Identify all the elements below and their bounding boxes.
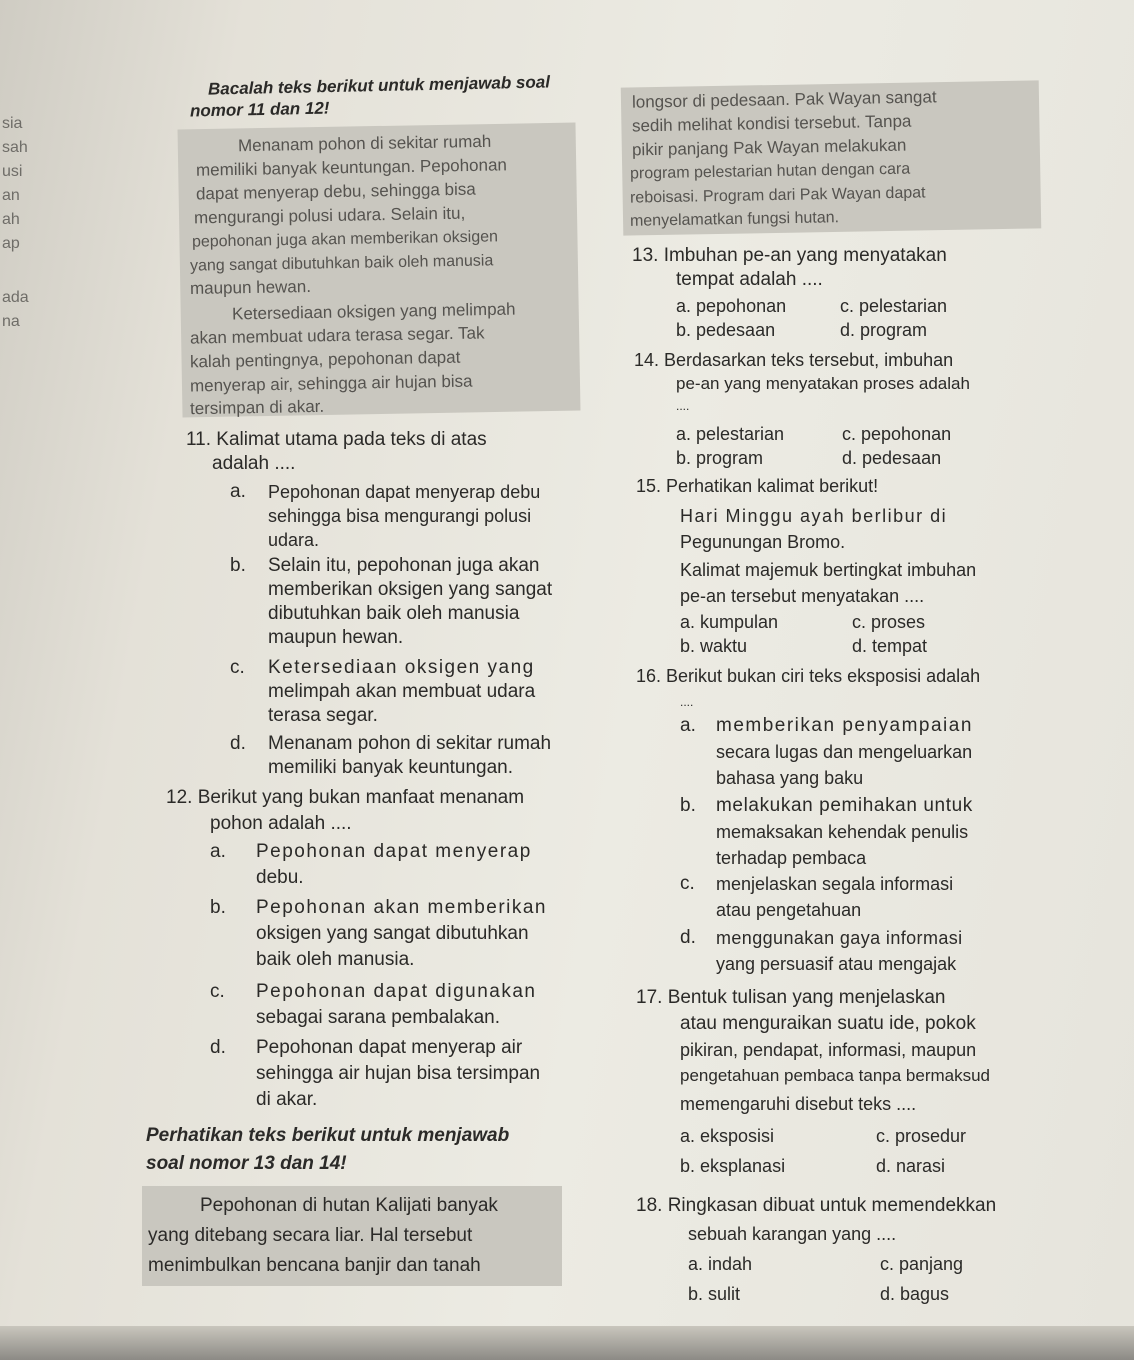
instruction-line: nomor 11 dan 12! — [189, 98, 330, 121]
option-text[interactable]: melimpah akan membuat udara — [268, 681, 536, 702]
option-text[interactable]: yang persuasif atau mengajak — [716, 954, 957, 974]
option-letter[interactable]: c. — [210, 981, 225, 1002]
question-15-stem: Kalimat majemuk bertingkat imbuhan — [680, 560, 977, 580]
option-text[interactable]: di akar. — [256, 1089, 318, 1110]
option-text[interactable]: memaksakan kehendak penulis — [716, 822, 969, 842]
question-17-stem: 17. Bentuk tulisan yang menjelaskan — [636, 987, 946, 1008]
option-letter[interactable]: c. — [680, 873, 695, 894]
question-17-stem: pikiran, pendapat, informasi, maupun — [680, 1040, 977, 1060]
passage-line: reboisasi. Program dari Pak Wayan dapat — [629, 184, 926, 207]
option-letter[interactable]: d. — [210, 1037, 226, 1058]
edge-fragment: na — [2, 313, 20, 330]
option-c[interactable]: c. pelestarian — [840, 296, 948, 316]
option-b[interactable]: b. pedesaan — [676, 320, 776, 340]
option-b[interactable]: b. sulit — [688, 1284, 741, 1304]
passage-line: longsor di pedesaan. Pak Wayan sangat — [631, 87, 937, 112]
option-d[interactable]: d. pedesaan — [842, 448, 942, 468]
option-d[interactable]: d. narasi — [876, 1156, 946, 1176]
option-letter[interactable]: a. — [680, 715, 696, 736]
passage-line: akan membuat udara terasa segar. Tak — [189, 323, 485, 348]
option-text[interactable]: bahasa yang baku — [716, 768, 864, 788]
page-bottom-shadow — [0, 1326, 1134, 1360]
option-letter[interactable]: a. — [230, 481, 246, 502]
question-17-stem: atau menguraikan suatu ide, pokok — [680, 1013, 976, 1034]
passage-line: Ketersediaan oksigen yang melimpah — [231, 299, 516, 324]
edge-fragment: sah — [2, 139, 28, 156]
question-15-stem: 15. Perhatikan kalimat berikut! — [636, 476, 879, 496]
option-text[interactable]: memberikan penyampaian — [716, 715, 973, 736]
option-text[interactable]: Pepohonan dapat menyerap — [256, 841, 532, 862]
passage-line: tersimpan di akar. — [189, 396, 325, 419]
passage-line: sedih melihat kondisi tersebut. Tanpa — [631, 111, 912, 136]
passage-line: program pelestarian hutan dengan cara — [629, 160, 911, 183]
question-18-stem: 18. Ringkasan dibuat untuk memendekkan — [636, 1195, 997, 1216]
option-text[interactable]: dibutuhkan baik oleh manusia — [268, 603, 520, 624]
question-16-stem: .... — [680, 695, 694, 709]
option-text[interactable]: sehingga air hujan bisa tersimpan — [256, 1063, 541, 1084]
passage-line: kalah pentingnya, pepohonan dapat — [189, 347, 461, 372]
option-letter[interactable]: d. — [680, 927, 696, 948]
option-text[interactable]: sehingga bisa mengurangi polusi — [268, 506, 532, 526]
option-text[interactable]: baik oleh manusia. — [256, 949, 415, 970]
option-text[interactable]: menjelaskan segala informasi — [716, 874, 954, 894]
passage-line: memiliki banyak keuntungan. Pepohonan — [195, 155, 508, 180]
question-15-quote: Pegunungan Bromo. — [680, 532, 846, 552]
question-13-stem: 13. Imbuhan pe-an yang menyatakan — [632, 245, 947, 266]
option-letter[interactable]: b. — [210, 897, 226, 918]
option-text[interactable]: memiliki banyak keuntungan. — [268, 757, 514, 778]
option-text[interactable]: memberikan oksigen yang sangat — [268, 579, 553, 600]
option-c[interactable]: c. panjang — [880, 1254, 964, 1274]
edge-fragment: ada — [2, 289, 29, 306]
option-text[interactable]: debu. — [256, 867, 304, 888]
option-letter[interactable]: c. — [230, 657, 245, 678]
option-c[interactable]: c. proses — [852, 612, 926, 632]
passage-line: menyerap air, sehingga air hujan bisa — [189, 371, 473, 396]
option-a[interactable]: a. pelestarian — [676, 424, 785, 444]
passage-line: Pepohonan di hutan Kalijati banyak — [200, 1195, 498, 1216]
passage-line: menyelamatkan fungsi hutan. — [629, 209, 840, 230]
option-b[interactable]: b. waktu — [680, 636, 748, 656]
edge-fragment: ah — [2, 211, 20, 228]
option-d[interactable]: d. program — [840, 320, 928, 340]
option-a[interactable]: a. indah — [688, 1254, 753, 1274]
question-15-quote: Hari Minggu ayah berlibur di — [680, 506, 948, 526]
option-text[interactable]: sebagai sarana pembalakan. — [256, 1007, 501, 1028]
option-text[interactable]: melakukan pemihakan untuk — [716, 795, 973, 816]
option-b[interactable]: b. program — [676, 448, 764, 468]
passage-line: yang sangat dibutuhkan baik oleh manusia — [189, 252, 494, 275]
option-letter[interactable]: d. — [230, 733, 246, 754]
passage-line: mengurangi polusi udara. Selain itu, — [193, 203, 466, 228]
question-16-stem: 16. Berikut bukan ciri teks eksposisi adalah — [636, 666, 981, 686]
passage-line: dapat menyerap debu, sehingga bisa — [195, 179, 476, 204]
option-text[interactable]: Pepohonan dapat menyerap debu — [268, 482, 541, 502]
question-17-stem: pengetahuan pembaca tanpa bermaksud — [680, 1066, 991, 1085]
option-text[interactable]: Pepohonan dapat menyerap air — [256, 1037, 523, 1058]
question-12-stem: pohon adalah .... — [210, 813, 352, 834]
passage-line: menimbulkan bencana banjir dan tanah — [148, 1255, 481, 1276]
question-14-stem: .... — [676, 399, 690, 413]
instruction-line: soal nomor 13 dan 14! — [146, 1153, 347, 1174]
option-text[interactable]: secara lugas dan mengeluarkan — [716, 742, 973, 762]
edge-fragment: sia — [2, 115, 23, 132]
option-a[interactable]: a. kumpulan — [680, 612, 779, 632]
option-a[interactable]: a. eksposisi — [680, 1126, 775, 1146]
option-a[interactable]: a. pepohonan — [676, 296, 787, 316]
question-12-stem: 12. Berikut yang bukan manfaat menanam — [166, 787, 525, 808]
question-14-stem: pe-an yang menyatakan proses adalah — [676, 374, 970, 393]
option-b[interactable]: b. eksplanasi — [680, 1156, 786, 1176]
option-text[interactable]: menggunakan gaya informasi — [716, 928, 963, 948]
option-text[interactable]: terhadap pembaca — [716, 848, 867, 868]
passage-line: yang ditebang secara liar. Hal tersebut — [148, 1225, 473, 1246]
option-d[interactable]: d. bagus — [880, 1284, 950, 1304]
option-d[interactable]: d. tempat — [852, 636, 928, 656]
question-13-stem: tempat adalah .... — [676, 269, 823, 290]
question-17-stem: memengaruhi disebut teks .... — [680, 1094, 917, 1114]
option-letter[interactable]: b. — [680, 795, 696, 816]
edge-fragment: an — [2, 187, 20, 204]
passage-line: pepohonan juga akan memberikan oksigen — [191, 228, 499, 251]
option-text[interactable]: Pepohonan akan memberikan — [256, 897, 548, 918]
option-text[interactable]: terasa segar. — [268, 705, 378, 726]
question-11-stem: 11. Kalimat utama pada teks di atas — [186, 429, 487, 450]
option-c[interactable]: c. prosedur — [876, 1126, 967, 1146]
question-15-stem: pe-an tersebut menyatakan .... — [680, 586, 925, 606]
passage-line: Menanam pohon di sekitar rumah — [237, 131, 492, 156]
option-c[interactable]: c. pepohonan — [842, 424, 952, 444]
option-text[interactable]: atau pengetahuan — [716, 900, 862, 920]
option-text[interactable]: maupun hewan. — [268, 627, 404, 648]
edge-fragment: ap — [2, 235, 20, 252]
question-18-stem: sebuah karangan yang .... — [688, 1224, 897, 1244]
option-letter[interactable]: b. — [230, 555, 246, 576]
option-text[interactable]: Ketersediaan oksigen yang — [268, 657, 535, 678]
option-text[interactable]: Pepohonan dapat digunakan — [256, 981, 537, 1002]
instruction-line: Bacalah teks berikut untuk menjawab soal — [207, 72, 551, 99]
option-text[interactable]: Menanam pohon di sekitar rumah — [268, 733, 552, 754]
passage-line: pikir panjang Pak Wayan melakukan — [631, 135, 907, 160]
option-text[interactable]: udara. — [268, 530, 320, 550]
passage-line: maupun hewan. — [189, 276, 312, 299]
option-text[interactable]: oksigen yang sangat dibutuhkan — [256, 923, 529, 944]
option-letter[interactable]: a. — [210, 841, 226, 862]
option-text[interactable]: Selain itu, pepohonan juga akan — [268, 555, 540, 576]
question-11-stem: adalah .... — [212, 453, 296, 474]
edge-fragment: usi — [2, 163, 23, 180]
instruction-line: Perhatikan teks berikut untuk menjawab — [146, 1125, 510, 1146]
question-14-stem: 14. Berdasarkan teks tersebut, imbuhan — [634, 350, 954, 370]
